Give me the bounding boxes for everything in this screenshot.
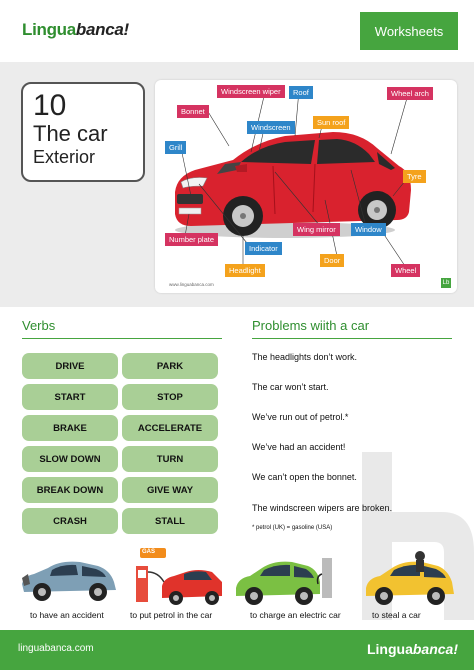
verb-pill: STALL — [122, 508, 218, 534]
verbs-title: Verbs — [22, 318, 56, 333]
verb-pill: GIVE WAY — [122, 477, 218, 503]
verbs-divider — [22, 338, 222, 339]
label-headlight: Headlight — [225, 264, 265, 277]
caption-steal: to steal a car — [372, 610, 421, 620]
footer-logo-part2: banca! — [412, 641, 458, 657]
problem-item: We can’t open the bonnet. — [252, 472, 357, 482]
problems-title: Problems wiith a car — [252, 318, 370, 333]
caption-charge: to charge an electric car — [250, 610, 341, 620]
lesson-number: 10 — [33, 89, 67, 122]
label-number-plate: Number plate — [165, 233, 218, 246]
problem-item: The windscreen wipers are broken. — [252, 503, 393, 513]
verb-pill: PARK — [122, 353, 218, 379]
label-sun-roof: Sun roof — [313, 116, 349, 129]
verb-pill: CRASH — [22, 508, 118, 534]
verb-pill: SLOW DOWN — [22, 446, 118, 472]
caption-accident: to have an accident — [30, 610, 104, 620]
diagram-credit: www.linguabanca.com — [169, 282, 214, 287]
label-door: Door — [320, 254, 344, 267]
lesson-title: The car — [33, 121, 108, 146]
logo-part2: banca! — [75, 20, 129, 39]
problem-item: We’ve had an accident! — [252, 442, 346, 452]
logo[interactable] — [22, 20, 129, 40]
problem-item: We’ve run out of petrol.* — [252, 412, 349, 422]
header — [0, 0, 474, 62]
label-wing-mirror: Wing mirror — [293, 223, 340, 236]
label-wheel: Wheel — [391, 264, 420, 277]
lesson-subtitle: Exterior — [33, 147, 96, 167]
hero-panel — [0, 62, 474, 307]
verb-pill: BRAKE — [22, 415, 118, 441]
label-windscreen-wiper: Windscreen wiper — [217, 85, 285, 98]
problem-item: The car won’t start. — [252, 382, 329, 392]
verb-pill: TURN — [122, 446, 218, 472]
problem-item: The headlights don’t work. — [252, 352, 358, 362]
label-grill: Grill — [165, 141, 186, 154]
lb-badge: Lb — [442, 280, 450, 286]
label-indicator: Indicator — [245, 242, 282, 255]
caption-petrol: to put petrol in the car — [130, 610, 213, 620]
electric-car-illustration — [232, 548, 336, 606]
logo-part1: Lingua — [22, 20, 76, 39]
label-bonnet: Bonnet — [177, 105, 209, 118]
title-card — [21, 82, 145, 182]
verb-pill: START — [22, 384, 118, 410]
label-window: Window — [351, 223, 386, 236]
verb-pill: DRIVE — [22, 353, 118, 379]
footer-logo[interactable] — [367, 641, 458, 657]
label-wheel-arch: Wheel arch — [387, 87, 433, 100]
label-tyre: Tyre — [403, 170, 426, 183]
verb-pill: BREAK DOWN — [22, 477, 118, 503]
problems-divider — [252, 338, 452, 339]
footer — [0, 630, 474, 670]
verb-pill: ACCELERATE — [122, 415, 218, 441]
accident-illustration — [20, 548, 120, 606]
car-diagram — [155, 80, 457, 293]
petrol-station-illustration — [128, 548, 228, 606]
footer-logo-part1: Lingua — [366, 641, 413, 657]
footer-url[interactable]: linguabanca.com — [18, 643, 94, 654]
verb-pill: STOP — [122, 384, 218, 410]
petrol-note: * petrol (UK) = gasoline (USA) — [252, 525, 333, 531]
car-theft-illustration — [362, 548, 466, 606]
worksheets-button[interactable]: Worksheets — [360, 12, 458, 50]
gas-sign: GAS — [142, 549, 156, 555]
label-windscreen: Windscreen — [247, 121, 295, 134]
label-roof: Roof — [289, 86, 313, 99]
